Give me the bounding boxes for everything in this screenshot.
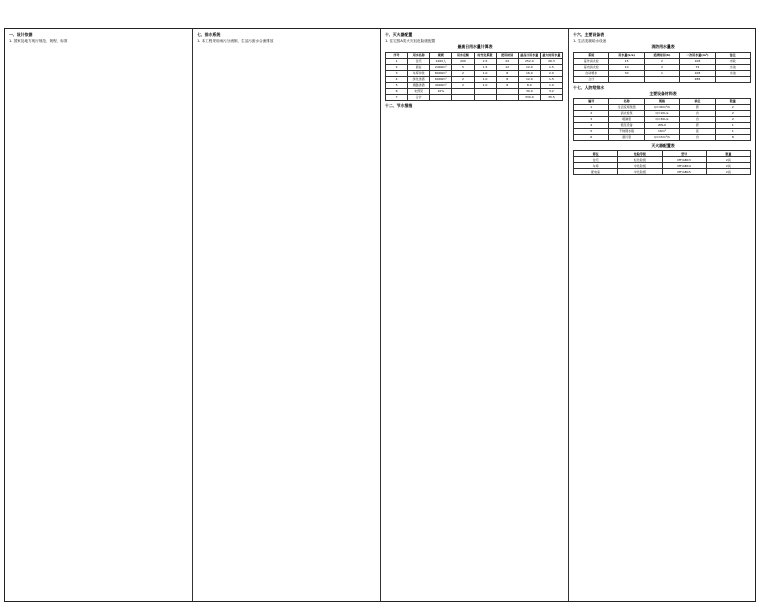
table-cell: MF/ABC5 xyxy=(662,169,706,175)
table-row xyxy=(574,134,751,140)
table-cell: 252.0 xyxy=(518,58,540,64)
table-cell: 配电室 xyxy=(574,169,618,175)
table-cell: 合计 xyxy=(408,94,430,100)
note-line: 1. 国家及地方现行规范、规程、标准 xyxy=(9,39,68,44)
section-heading: 十六、主要设备表 xyxy=(573,32,605,37)
table-cell: 8 xyxy=(496,76,518,82)
table-cell: 商业 xyxy=(408,64,430,70)
table-cell xyxy=(496,94,518,100)
table-cell: 2 xyxy=(386,64,408,70)
table-header-cell: 数量 xyxy=(706,151,750,157)
table-header-cell: 用水量(L/s) xyxy=(609,52,644,58)
table-cell: 16.0 xyxy=(518,70,540,76)
section-heading: 一、设计依据 xyxy=(9,32,33,37)
equipment-table xyxy=(573,98,751,141)
table-cell: MF/ABC3 xyxy=(662,157,706,163)
table-cell: 12.0 xyxy=(518,76,540,82)
table-cell: 108 xyxy=(680,58,715,64)
table-cell: 2 xyxy=(644,64,679,70)
table-cell: 绿化浇洒 xyxy=(408,76,430,82)
table-cell: 12.0 xyxy=(518,64,540,70)
table-cell: 5 xyxy=(452,64,474,70)
table-cell: 8 xyxy=(496,82,518,88)
table-header-cell: 时变化系数 xyxy=(474,52,496,58)
table-cell: 8 xyxy=(496,70,518,76)
column-divider xyxy=(380,29,381,601)
table-cell: 喷淋泵 xyxy=(609,116,644,122)
table-cell: 2400m² xyxy=(430,64,452,70)
table-header-cell: 规格 xyxy=(644,98,679,104)
table-row xyxy=(574,169,751,175)
table-cell: 2 xyxy=(452,70,474,76)
table-cell: 108 xyxy=(680,70,715,76)
water-demand-table xyxy=(385,52,563,101)
table-cell: 2 xyxy=(574,110,609,116)
table-cell: Q=15m³/h xyxy=(644,134,679,140)
table-cell: 生活变频泵组 xyxy=(609,104,644,110)
table-cell: 2 xyxy=(644,58,679,64)
table-cell: 200 xyxy=(452,58,474,64)
table-cell: 10 xyxy=(609,64,644,70)
table-row xyxy=(574,76,751,82)
table-cell: 1.0 xyxy=(474,70,496,76)
table-header-cell: 数量 xyxy=(715,98,750,104)
notes-column-3 xyxy=(385,32,565,598)
table-cell: 潜污泵 xyxy=(609,134,644,140)
table-cell: 6 xyxy=(386,88,408,94)
table-cell: 住宅 xyxy=(574,157,618,163)
table-cell xyxy=(644,76,679,82)
table-cell: 1260人 xyxy=(430,58,452,64)
table-cell: 4 xyxy=(386,76,408,82)
table-cell: 1.5 xyxy=(540,64,562,70)
table-title: 灭火器配置表 xyxy=(651,142,675,148)
extinguisher-table xyxy=(573,150,751,175)
table-cell: 1 xyxy=(644,70,679,76)
column-divider xyxy=(192,29,193,601)
table-cell: 不锈钢水箱 xyxy=(609,128,644,134)
table-cell xyxy=(430,94,452,100)
table-cell: Q=36m³/h xyxy=(644,104,679,110)
note-line: 1. 本工程采用雨污分流制，生活污废水合流排放 xyxy=(197,39,274,44)
drawing-sheet xyxy=(4,28,756,602)
table-title: 消防用水量表 xyxy=(651,44,675,50)
table-cell: 8 xyxy=(715,134,750,140)
table-cell: 台 xyxy=(680,134,715,140)
table-cell: 30.0 xyxy=(518,88,540,94)
table-cell: 道路浇洒 xyxy=(408,82,430,88)
table-cell: 3 xyxy=(574,116,609,122)
table-cell: Q=30L/s xyxy=(644,116,679,122)
table-header-cell: 延续时间(h) xyxy=(644,52,679,58)
note-line: 1. 住宅按A类火灾轻危险级配置 xyxy=(385,39,436,44)
table-cell xyxy=(715,76,750,82)
table-cell: 288 xyxy=(680,76,715,82)
table-header-cell: 用水名称 xyxy=(408,52,430,58)
table-cell: 2 xyxy=(715,116,750,122)
table-cell: 套 xyxy=(680,122,715,128)
table-cell: 7 xyxy=(386,94,408,100)
table-cell: 330.0 xyxy=(518,94,540,100)
table-header-cell: 危险等级 xyxy=(618,151,662,157)
table-cell: 中危险级 xyxy=(618,169,662,175)
table-cell: 4 xyxy=(574,122,609,128)
table-cell: 1.0 xyxy=(474,82,496,88)
table-cell: 30 xyxy=(609,70,644,76)
notes-column-2 xyxy=(197,32,377,598)
table-cell: 1 xyxy=(386,58,408,64)
table-cell: 3 xyxy=(386,70,408,76)
table-cell: 车库冲洗 xyxy=(408,70,430,76)
table-cell: 稳压设备 xyxy=(609,122,644,128)
table-header-cell: 部位 xyxy=(574,151,618,157)
table-cell: 1 xyxy=(715,122,750,128)
table-cell: 水池 xyxy=(715,70,750,76)
table-header-cell: 名称 xyxy=(609,98,644,104)
note-line: 1. 生活变频给水设备 xyxy=(573,39,607,44)
table-cell: 自动喷水 xyxy=(574,70,609,76)
table-cell: 套 xyxy=(680,104,715,110)
table-cell: 1.0 xyxy=(474,76,496,82)
table-cell: 台 xyxy=(680,110,715,116)
table-cell: 市政 xyxy=(715,58,750,64)
table-cell: 2.0 xyxy=(540,70,562,76)
table-cell: 2具 xyxy=(706,169,750,175)
table-header-cell: 规模 xyxy=(430,52,452,58)
section-heading: 十、灭火器配置 xyxy=(385,32,413,37)
table-cell: 5 xyxy=(574,128,609,134)
table-header-cell: 编号 xyxy=(574,98,609,104)
table-cell: 8000m² xyxy=(430,70,452,76)
table-cell: 水池 xyxy=(715,64,750,70)
table-cell: 2具 xyxy=(706,157,750,163)
section-heading: 七、排水系统 xyxy=(197,32,221,37)
table-cell: 2 xyxy=(715,110,750,116)
table-title: 主要设备材料表 xyxy=(649,90,677,96)
table-header-cell: 型号 xyxy=(662,151,706,157)
notes-column-4 xyxy=(573,32,753,598)
notes-column-1 xyxy=(9,32,189,598)
table-header-cell: 使用时间 xyxy=(496,52,518,58)
note-line: 十二、节水措施 xyxy=(385,102,413,108)
table-cell: 1 xyxy=(715,128,750,134)
table-cell: 15 xyxy=(609,58,644,64)
table-cell: 室外消火栓 xyxy=(574,58,609,64)
table-cell: 18m³ xyxy=(644,128,679,134)
column-divider xyxy=(568,29,569,601)
table-cell: 5 xyxy=(386,82,408,88)
table-cell xyxy=(609,76,644,82)
table-header-cell: 一次用水量(m³) xyxy=(680,52,715,58)
table-cell: 消火栓泵 xyxy=(609,110,644,116)
table-cell: 中危险级 xyxy=(618,163,662,169)
table-header-cell: 单位 xyxy=(680,98,715,104)
table-cell: Q=10L/s xyxy=(644,110,679,116)
table-cell: 2具 xyxy=(706,163,750,169)
table-cell: 6 xyxy=(574,134,609,140)
table-cell: 1.5 xyxy=(540,76,562,82)
table-cell: 车库 xyxy=(574,163,618,169)
table-cell: 2 xyxy=(715,104,750,110)
table-cell: 6000m² xyxy=(430,76,452,82)
note-line: 十七、人防给排水 xyxy=(573,84,605,90)
table-cell: 35.5 xyxy=(540,94,562,100)
table-header-cell: 最大时用水量 xyxy=(540,52,562,58)
table-cell: 轻危险级 xyxy=(618,157,662,163)
table-header-cell: 用水定额 xyxy=(452,52,474,58)
table-cell: 室内消火栓 xyxy=(574,64,609,70)
table-header-cell: 系统 xyxy=(574,52,609,58)
table-cell: 1.5 xyxy=(474,64,496,70)
table-cell: 未预见 xyxy=(408,88,430,94)
table-cell: 24 xyxy=(496,58,518,64)
table-header-cell: 最高日用水量 xyxy=(518,52,540,58)
table-row xyxy=(386,94,563,100)
table-cell: 72 xyxy=(680,64,715,70)
table-header-cell: 备注 xyxy=(715,52,750,58)
table-cell: 住宅 xyxy=(408,58,430,64)
fire-water-table xyxy=(573,52,751,83)
table-cell: 座 xyxy=(680,128,715,134)
table-cell: ZW-II xyxy=(644,122,679,128)
table-cell: 2.5 xyxy=(474,58,496,64)
table-cell xyxy=(452,94,474,100)
table-cell: 合计 xyxy=(574,76,609,82)
table-cell: 4000m² xyxy=(430,82,452,88)
table-header-cell: 序号 xyxy=(386,52,408,58)
table-cell: 12 xyxy=(496,64,518,70)
table-cell: MF/ABC4 xyxy=(662,163,706,169)
table-title: 最高日用水量计算表 xyxy=(457,44,493,50)
table-cell: 2 xyxy=(452,76,474,82)
table-cell: 2 xyxy=(452,82,474,88)
table-cell: 台 xyxy=(680,116,715,122)
table-cell: 1 xyxy=(574,104,609,110)
table-cell: 10% xyxy=(430,88,452,94)
table-cell: 8.0 xyxy=(518,82,540,88)
table-cell: 1.0 xyxy=(540,82,562,88)
table-cell xyxy=(474,94,496,100)
table-cell: 3.2 xyxy=(540,88,562,94)
table-cell: 26.3 xyxy=(540,58,562,64)
